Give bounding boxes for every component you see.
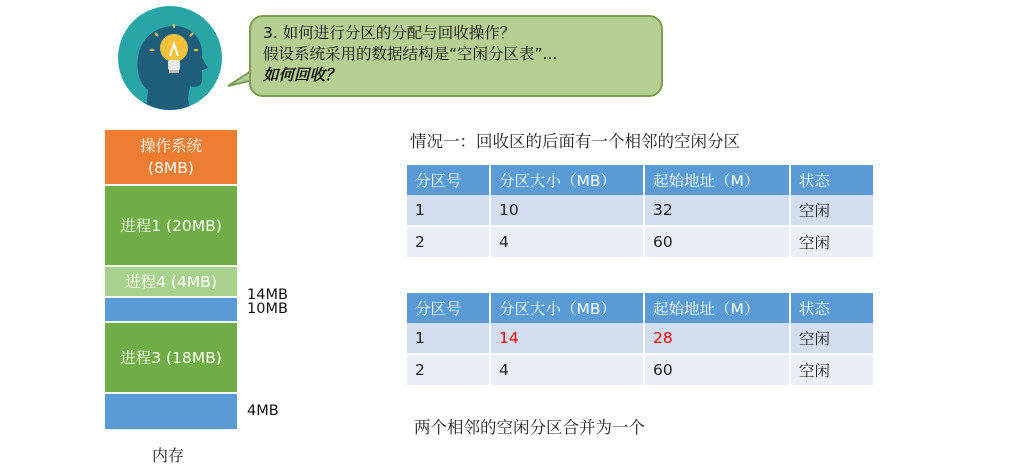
table-row — [407, 226, 873, 258]
cell-partition-size-changed: 14 — [490, 323, 644, 354]
memory-segment-os — [104, 129, 238, 185]
table-header-row — [407, 165, 873, 195]
process-4-label: 进程4 (4MB) — [125, 272, 217, 291]
cell-start-address: 60 — [644, 226, 790, 258]
table-row — [407, 354, 873, 386]
cell-partition-no: 2 — [407, 354, 490, 386]
lightbulb-head-icon — [118, 6, 222, 110]
cell-partition-no: 1 — [407, 195, 490, 226]
memory-segment-process-1 — [104, 185, 238, 266]
table-row — [407, 323, 873, 354]
address-label-4mb: 4MB — [247, 403, 279, 419]
header-partition-no: 分区号 — [407, 165, 490, 195]
cell-status: 空闲 — [790, 354, 873, 386]
free-partition-table-after — [407, 293, 873, 387]
table-header-row — [407, 293, 873, 323]
memory-segment-free-1 — [104, 297, 238, 322]
case-title: 情况一：回收区的后面有一个相邻的空闲分区 — [410, 132, 740, 151]
free-partition-table-before — [407, 165, 873, 259]
cell-partition-size: 10 — [490, 195, 644, 226]
memory-segment-free-2 — [104, 393, 238, 430]
header-partition-size: 分区大小（MB） — [490, 165, 644, 195]
cell-start-address: 60 — [644, 354, 790, 386]
header-start-address: 起始地址（M） — [644, 165, 790, 195]
memory-diagram — [104, 129, 238, 430]
os-label: 操作系统 — [139, 137, 202, 155]
cell-partition-no: 2 — [407, 226, 490, 258]
process-1-label: 进程1 (20MB) — [120, 216, 222, 235]
header-status: 状态 — [790, 293, 873, 323]
bubble-question: 如何回收？ — [263, 66, 341, 84]
address-label-10mb: 10MB — [247, 301, 288, 317]
header-partition-size: 分区大小（MB） — [490, 293, 644, 323]
cell-status: 空闲 — [790, 323, 873, 354]
process-3-label: 进程3 (18MB) — [120, 348, 222, 367]
cell-start-address: 32 — [644, 195, 790, 226]
cell-partition-size: 4 — [490, 226, 644, 258]
bubble-line-1: 3. 如何进行分区的分配与回收操作？ — [263, 24, 516, 42]
header-partition-no: 分区号 — [407, 293, 490, 323]
cell-status: 空闲 — [790, 226, 873, 258]
header-start-address: 起始地址（M） — [644, 293, 790, 323]
speech-bubble — [249, 15, 663, 97]
cell-partition-no: 1 — [407, 323, 490, 354]
cell-status: 空闲 — [790, 195, 873, 226]
memory-segment-process-3 — [104, 322, 238, 393]
cell-start-address-changed: 28 — [644, 323, 790, 354]
bubble-line-2: 假设系统采用的数据结构是“空闲分区表”... — [263, 45, 558, 63]
header-status: 状态 — [790, 165, 873, 195]
os-size: (8MB) — [148, 159, 194, 177]
cell-partition-size: 4 — [490, 354, 644, 386]
address-label-14mb: 14MB — [247, 287, 288, 303]
memory-label: 内存 — [152, 446, 185, 465]
avatar — [118, 6, 222, 110]
merge-note: 两个相邻的空闲分区合并为一个 — [414, 418, 645, 437]
table-row — [407, 195, 873, 226]
memory-segment-process-4 — [104, 266, 238, 297]
